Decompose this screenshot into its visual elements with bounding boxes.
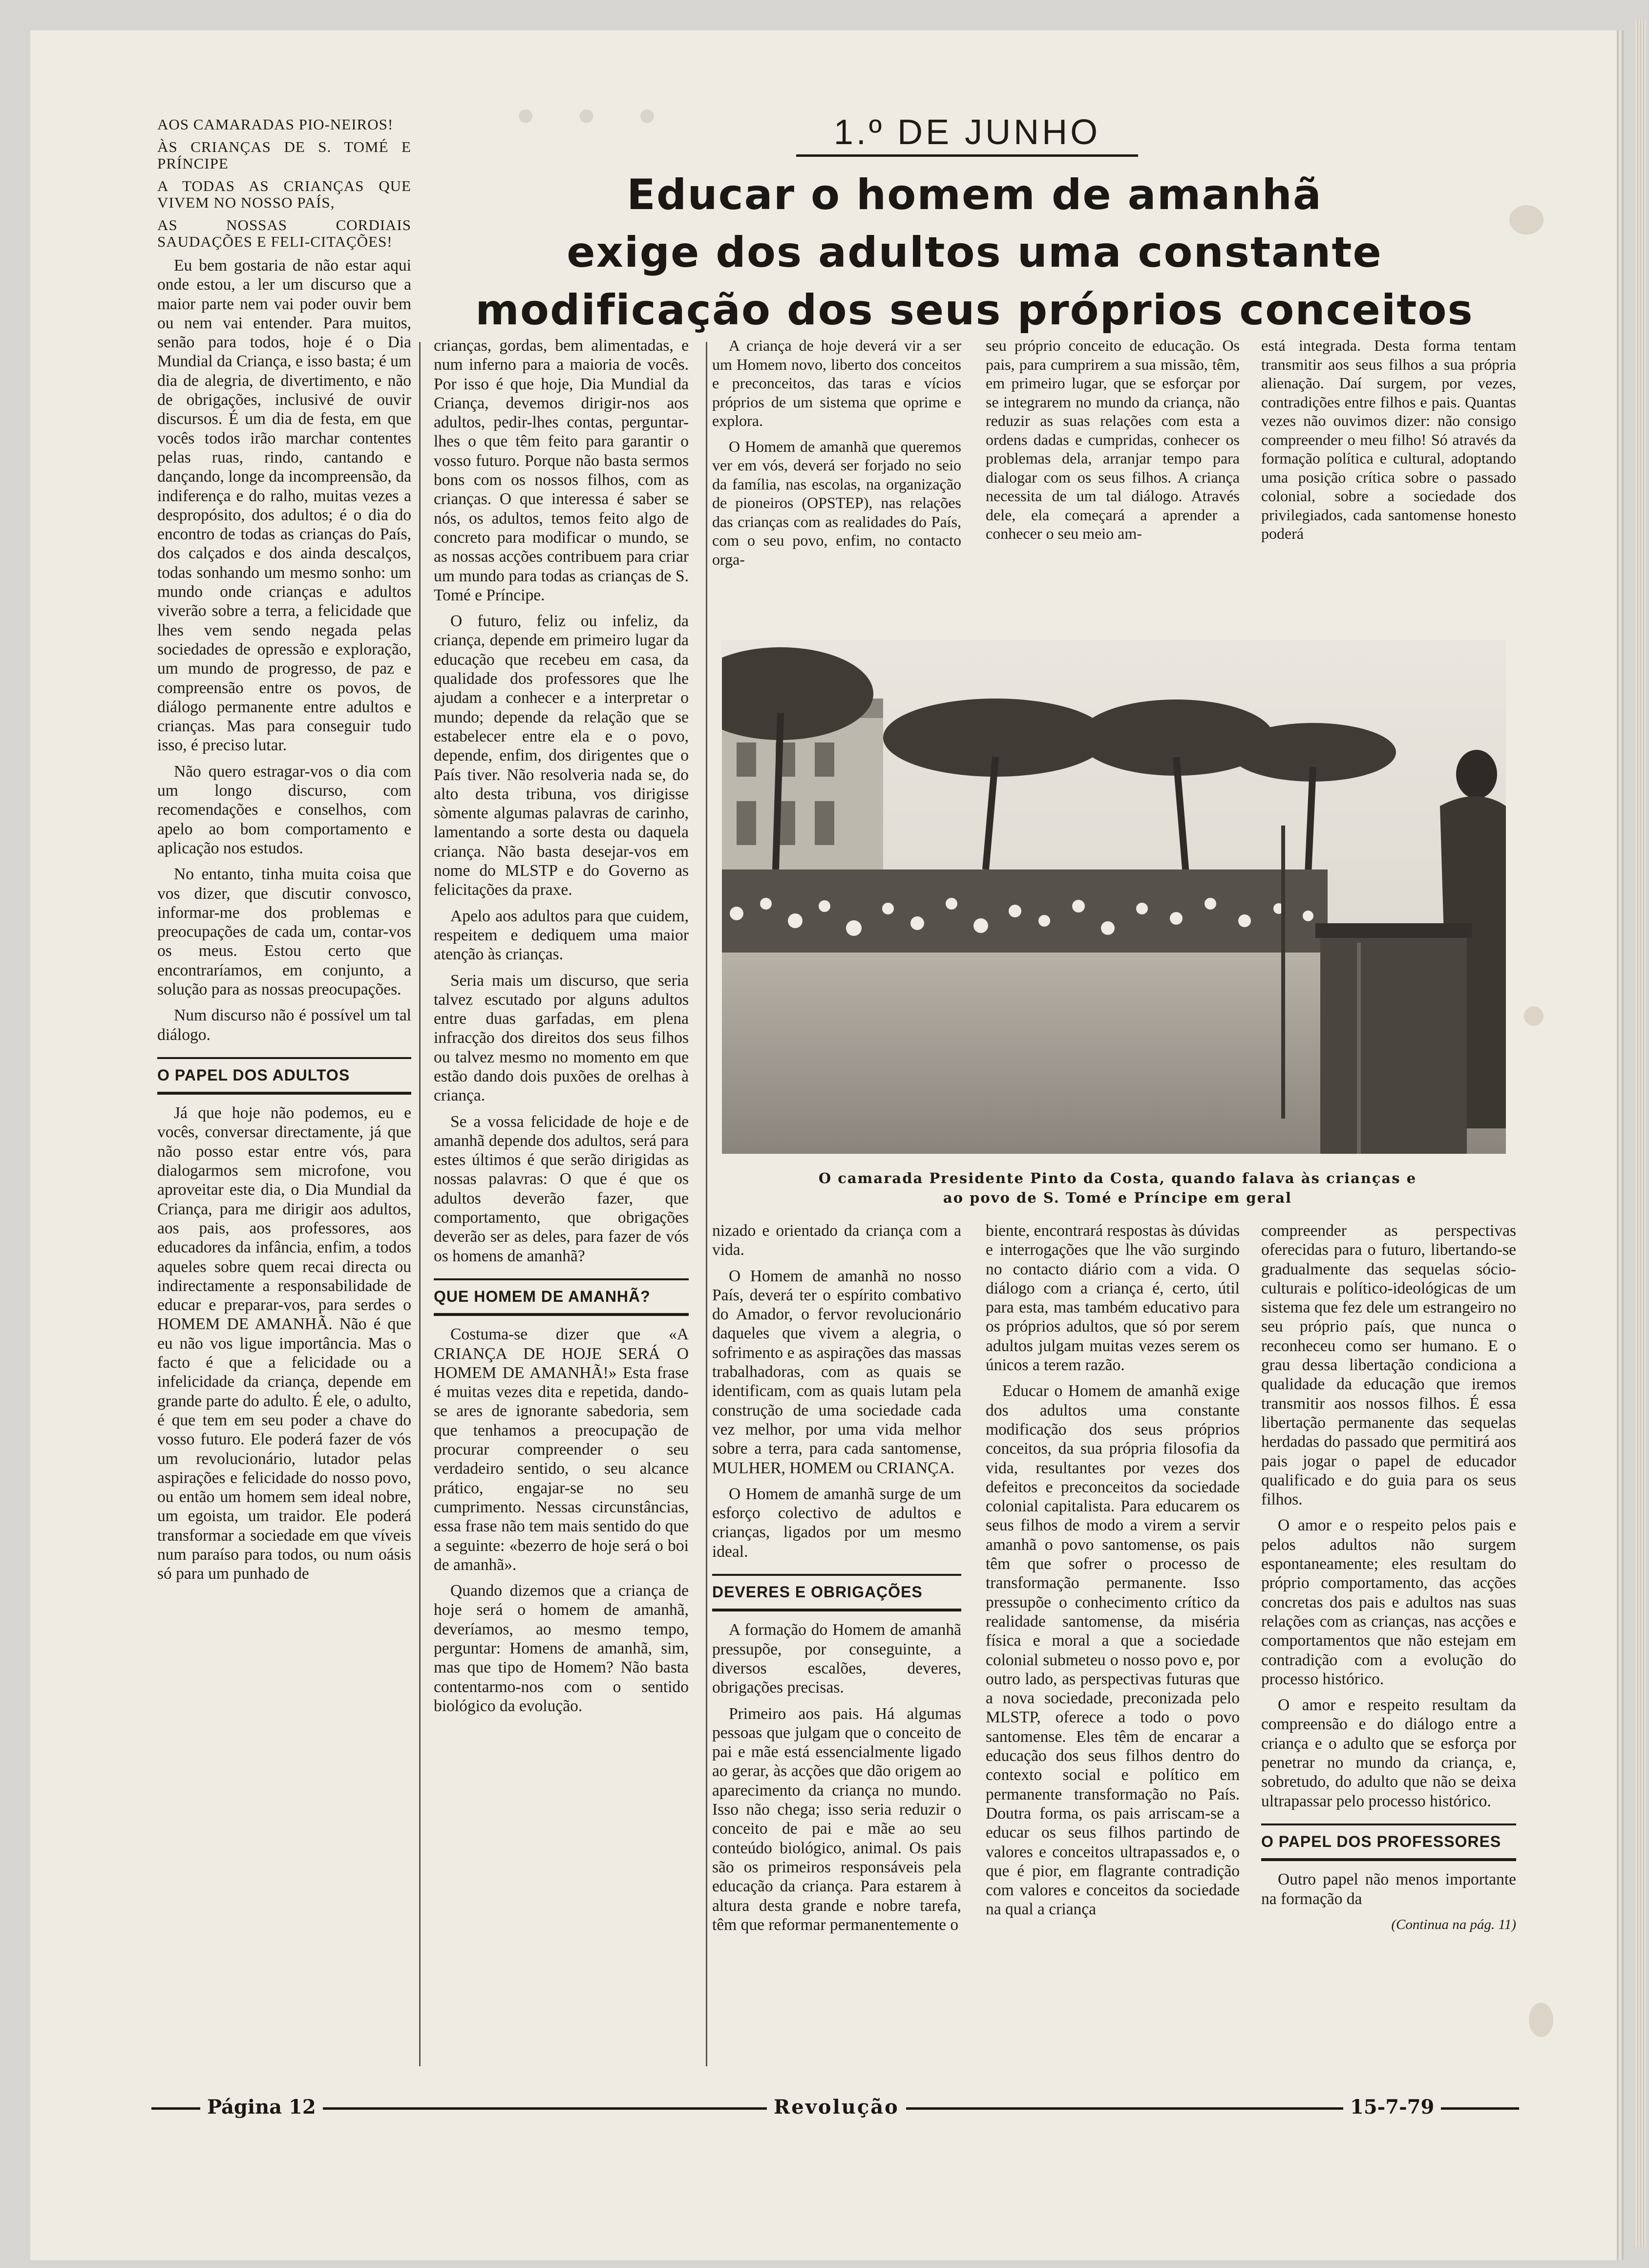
section-heading: DEVERES E OBRIGAÇÕES	[712, 1574, 961, 1611]
column-rule	[706, 342, 707, 2066]
caption-line: O camarada Presidente Pinto da Costa, quando falava às crianças e	[818, 1170, 1417, 1187]
column-3-top	[712, 336, 961, 575]
paragraph: A criança de hoje deverá vir a ser um Homem novo, liberto dos conceitos e preconceitos, das taras e vícios próprios de um sistema que oprime e explora.	[712, 337, 961, 429]
footer-date: 15-7-79	[1343, 2096, 1441, 2119]
paragraph: seu próprio conceito de educação. Os pais, para cumprirem a sua missão, têm, em primeiro lugar, que se esforçar por se integrarem no mundo da criança, não reduzir as suas relações com esta a ordens dadas e cumpridas, conhecer os problemas dela, arranjar tempo para dialogar com os seus filhos. A criança necessita de um tal diálogo. Através dele, ela começará a aprender a conhecer o seu meio am-	[986, 337, 1240, 542]
column-2	[434, 336, 689, 1722]
caption-line: ao povo de S. Tomé e Príncipe em geral	[943, 1189, 1292, 1206]
paragraph: biente, encontrará respostas às dúvidas e interrogações que lhe vão surgindo no contacto diário com a vida. O diálogo com a criança é, certo, útil para esta, mas também educativo para os próprios adultos, que só por serem adultos julgam muitas vezes serem os únicos a terem razão.	[986, 1222, 1240, 1375]
paragraph: Educar o Homem de amanhã exige dos adultos uma constante modificação dos seus próprios conceitos, da sua própria filosofia da vida, resultantes por vezes dos defeitos e preconceitos da sociedade colonial capitalista. Para educarem os seus filhos de modo a virem a servir amanhã o povo santomense, os pais têm que sofrer o processo de transformação permanente. Isso pressupõe o conhecimento crítico da realidade santomense, da miséria física e moral a que a sociedade colonial submeteu o nosso povo e, por outro lado, as perspectivas futuras que a nova sociedade, preconizada pelo MLSTP, oferece a todo o povo santomense. Eles têm de encarar a educação dos seus filhos dentro do contexto social e político em permanente transformação no País. Doutra forma, os pais arriscam-se a educar os seus filhos partindo de valores e conceitos ultrapassados e, o que é pior, em flagrante contradição com valores e conceitos da sociedade na qual a criança	[986, 1382, 1240, 1919]
bleed-through-ghost: · · ·	[513, 73, 665, 159]
section-heading: O PAPEL DOS ADULTOS	[157, 1057, 411, 1095]
section-kicker: 1.º DE JUNHO	[796, 112, 1138, 157]
paragraph: Não quero estragar-vos o dia com um longo discurso, com recomendações e conselhos, com apelo ao bom comportamento e aplicação nos estudos.	[157, 762, 411, 857]
greeting-line: A TODAS AS CRIANÇAS QUE VIVEM NO NOSSO PAÍS,	[157, 177, 411, 211]
paragraph: crianças, gordas, bem alimentadas, e num inferno para a maioria de vocês. Por isso é que hoje, Dia Mundial da Criança, devemos dirigir-nos aos adultos, pedir-lhes contas, perguntar-lhes o que têm feito para garantir o vosso futuro. Porque não basta sermos bons com os nossos filhos, com as crianças. O que interessa é saber se nós, os adultos, temos feito algo de concreto para modificar o mundo, se as nossas acções contribuem para criar um mundo para todas as crianças de S. Tomé e Príncipe.	[434, 337, 689, 604]
column-5-top	[1261, 336, 1516, 550]
stacked-page-edges	[1635, 20, 1646, 2247]
paragraph: O Homem de amanhã no nosso País, deverá ter o espírito combativo do Amador, o fervor revolucionário daqueles que vivem a alegria, o sofrimento e as aspirações das massas trabalhadoras, com as quais se identificam, com as quais lutam pela construção de uma sociedade cada vez melhor, por uma vida melhor sobre a terra, para cada santomense, MULHER, HOMEM ou CRIANÇA.	[712, 1267, 961, 1477]
paragraph: nizado e orientado da criança com a vida.	[712, 1222, 961, 1259]
paragraph: compreender as perspectivas oferecidas para o futuro, libertando-se gradualmente das sequelas sócio-culturais e político-ideológicas de um sistema que fez dele um estrangeiro no seu próprio país, que nunca o reconheceu como ser humano. E o grau dessa libertação condiciona a qualidade da educação que iremos transmitir aos nossos filhos. É essa libertação permanente das sequelas herdadas do passado que permitirá aos pais jogar o papel de educador qualificado e do guia para os seus filhos.	[1261, 1222, 1516, 1509]
paragraph: O futuro, feliz ou infeliz, da criança, depende em primeiro lugar da educação que recebeu em casa, da qualidade dos professores que lhe ajudam a conhecer e a interpretar o mundo; depende da relação que se estabelecer entre ela e o povo, depende, enfim, dos dirigentes que o País tiver. Não resolveria nada se, do alto desta tribuna, vos dirigisse sòmente algumas palavras de carinho, lamentando a sorte desta ou daquela criança. Não basta desejar-vos em nome do MLSTP e do Governo as felicitações da praxe.	[434, 612, 689, 899]
crowd-and-speaker-illustration	[722, 640, 1506, 1154]
paper-stain	[1529, 2003, 1553, 2037]
headline-line: modificação dos seus próprios conceitos	[475, 286, 1474, 335]
column-1	[157, 116, 411, 1590]
column-4-top	[986, 336, 1240, 550]
paragraph: está integrada. Desta forma tentam transmitir aos seus filhos a sua própria alienação. Daí surgem, por vezes, contradições entre filhos e pais. Quantas vezes não ouvimos dizer: não consigo compreender o meu filho! Só através da formação política e cultural, adoptando uma posição crítica sobre o passado colonial, sobre a sociedade dos privilegiados, cada santomense honesto poderá	[1261, 337, 1516, 542]
footer-page-number: Página 12	[200, 2096, 323, 2119]
paper-stain	[1524, 1006, 1543, 1026]
paragraph: Outro papel não menos importante na formação da	[1261, 1870, 1516, 1908]
paragraph: A formação do Homem de amanhã pressupõe, por conseguinte, a diversos escalões, deveres, obrigações precisas.	[712, 1621, 961, 1697]
paragraph: Primeiro aos pais. Há algumas pessoas que julgam que o conceito de pai e mãe está essencialmente ligado ao gerar, às acções que dão origem ao aparecimento da criança no mundo. Isso não chega; isso seria reduzir o conceito de pai e mãe ao seu conteúdo biológico, animal. Os pais são os primeiros responsáveis pela educação da criança. Para estarem à altura desta grande e nobre tarefa, têm que reformar permanentemente o	[712, 1704, 961, 1934]
paragraph: O amor e respeito resultam da compreensão e do diálogo entre a criança e o adulto que se esforça por penetrar no mundo da criança, e, sobretudo, do adulto que não se deixa ultrapassar pelo processo histórico.	[1261, 1696, 1516, 1810]
greeting-line: AS NOSSAS CORDIAIS SAUDAÇÕES E FELI-CITAÇÕES!	[157, 216, 411, 250]
column-3-bottom	[712, 1221, 961, 1941]
section-heading: QUE HOMEM DE AMANHÃ?	[434, 1278, 689, 1316]
paragraph: O Homem de amanhã que queremos ver em vós, deverá ser forjado no seio da família, nas escolas, na organização de pioneiros (OPSTEP), nas relações das crianças com as realidades do País, com o seu povo, enfim, no contacto orga-	[712, 437, 961, 568]
paragraph: O amor e o respeito pelos pais e pelos adultos não surgem espontaneamente; eles resultam do próprio comportamento, das acções concretas dos pais e adultos nas suas relações com as crianças, nas acções e comportamentos que não estejam em contradição com a evolução do processo histórico.	[1261, 1516, 1516, 1688]
headline-line: Educar o homem de amanhã	[627, 170, 1322, 219]
continuation-note: (Continua na pág. 11)	[1391, 1916, 1516, 1932]
column-4-bottom	[986, 1221, 1240, 1926]
column-rule	[419, 342, 421, 2066]
paragraph: Apelo aos adultos para que cuidem, respeitem e dediquem uma maior atenção às crianças.	[434, 907, 689, 964]
greeting-line: ÀS CRIANÇAS DE S. TOMÉ E PRÍNCIPE	[157, 138, 411, 172]
paragraph: Quando dizemos que a criança de hoje será o homem de amanhã, deveríamos, ao mesmo tempo, perguntar: Homens de amanhã, sim, mas que tipo de Homem? Não basta contentarmo-nos com o sentido biológico da evolução.	[434, 1582, 689, 1715]
paragraph: Eu bem gostaria de não estar aqui onde estou, a ler um discurso que a maior parte nem vai poder ouvir bem ou nem vai entender. Para muitos, senão para todos, hoje é o Dia Mundial da Criança, e isso basta; é um dia de alegria, de divertimento, e não de obrigações, inclusivé de ouvir discursos. É um dia de festa, em que vocês todos irão marchar contentes pelas ruas, rindo, cantando e dançando, longe da incompreensão, da indiferença e do ralho, muitas vezes a despropósito, dos adultos; é o dia do encontro de todas as crianças do País, dos calçados e dos ainda descalços, todas sonhando um mesmo sonho: um mundo onde crianças e adultos viverão sobre a terra, a felicidade que lhes vem sendo negada pelas sociedades de opressão e exploração, um mundo de progresso, de paz e compreensão entre os povos, de diálogo permanente entre adultos e crianças. Mas para conseguir tudo isso, é preciso lutar.	[157, 256, 411, 755]
section-heading: O PAPEL DOS PROFESSORES	[1261, 1823, 1516, 1861]
paragraph: Num discurso não é possível um tal diálogo.	[157, 1006, 411, 1044]
greeting-line: AOS CAMARADAS PIO-NEIROS!	[157, 116, 394, 133]
headline-line: exige dos adultos uma constante	[567, 228, 1382, 277]
paragraph: Se a vossa felicidade de hoje e de amanhã depende dos adultos, será para estes últimos é que serão dirigidas as nossas palavras: O que é que os adultos deverão fazer, que comportamento, que obrigações deverão ser as deles, para fazer de vós os homens de amanhã?	[434, 1112, 689, 1265]
column-5-bottom	[1261, 1221, 1516, 1934]
greetings	[157, 116, 411, 250]
paragraph: Já que hoje não podemos, eu e vocês, conversar directamente, já que não posso estar entre vós, para dialogarmos sem microfone, vou aproveitar este dia, o Dia Mundial da Criança, para me dirigir aos adultos, aos pais, aos professores, aos educadores da infância, enfim, a todos aqueles sobre quem recai directa ou indirectamente a responsabilidade de educar e preparar-vos, para serdes o HOMEM DE AMANHÃ. Não é que eu não vos ligue importância. Mas o facto é que a felicidade ou a infelicidade da criança, depende em grande parte do adulto. É ele, o adulto, é que tem em seu poder a chave do vosso futuro. Ele poderá fazer de vós um revolucionário, lutador pelas aspirações e felicidade do nosso povo, ou então um homem sem ideal nobre, um egoista, um traidor. Ele poderá transformar a sociedade em que víveis num paraíso para todos, ou num oásis só para um punhado de	[157, 1104, 411, 1583]
photo-caption	[722, 1168, 1513, 1208]
paragraph: No entanto, tinha muita coisa que vos dizer, que discutir convosco, informar-me dos problemas e preocupações de cada um, contar-vos os meus. Estou certo que encontraríamos, em conjunto, a solução para as nossas preocupações.	[157, 865, 411, 998]
paragraph: O Homem de amanhã surge de um esforço colectivo de adultos e crianças, ligados por um mesmo ideal.	[712, 1484, 961, 1561]
speech-photo	[722, 640, 1506, 1154]
main-headline	[430, 166, 1519, 339]
footer-paper-name: Revolução	[767, 2096, 906, 2119]
paragraph: Seria mais um discurso, que seria talvez escutado por alguns adultos entre duas garfadas, em plena infracção dos direitos dos seus filhos ou talvez mesmo no momento em que estão dando dois puxões de orelhas à criança.	[434, 971, 689, 1105]
paragraph: Costuma-se dizer que «A CRIANÇA DE HOJE SERÁ O HOMEM DE AMANHÃ!» Esta frase é muitas vezes dita e repetida, dando-se ares de ignorante sabedoria, sem que tenhamos a preocupação de procurar compreender o seu verdadeiro sentido, o seu alcance prático, engajar-se no seu cumprimento. Nessas circunstâncias, essa frase não tem mais sentido do que a seguinte: «bezerro de hoje será o boi de amanhã».	[434, 1325, 689, 1574]
page-footer	[151, 2096, 1519, 2120]
